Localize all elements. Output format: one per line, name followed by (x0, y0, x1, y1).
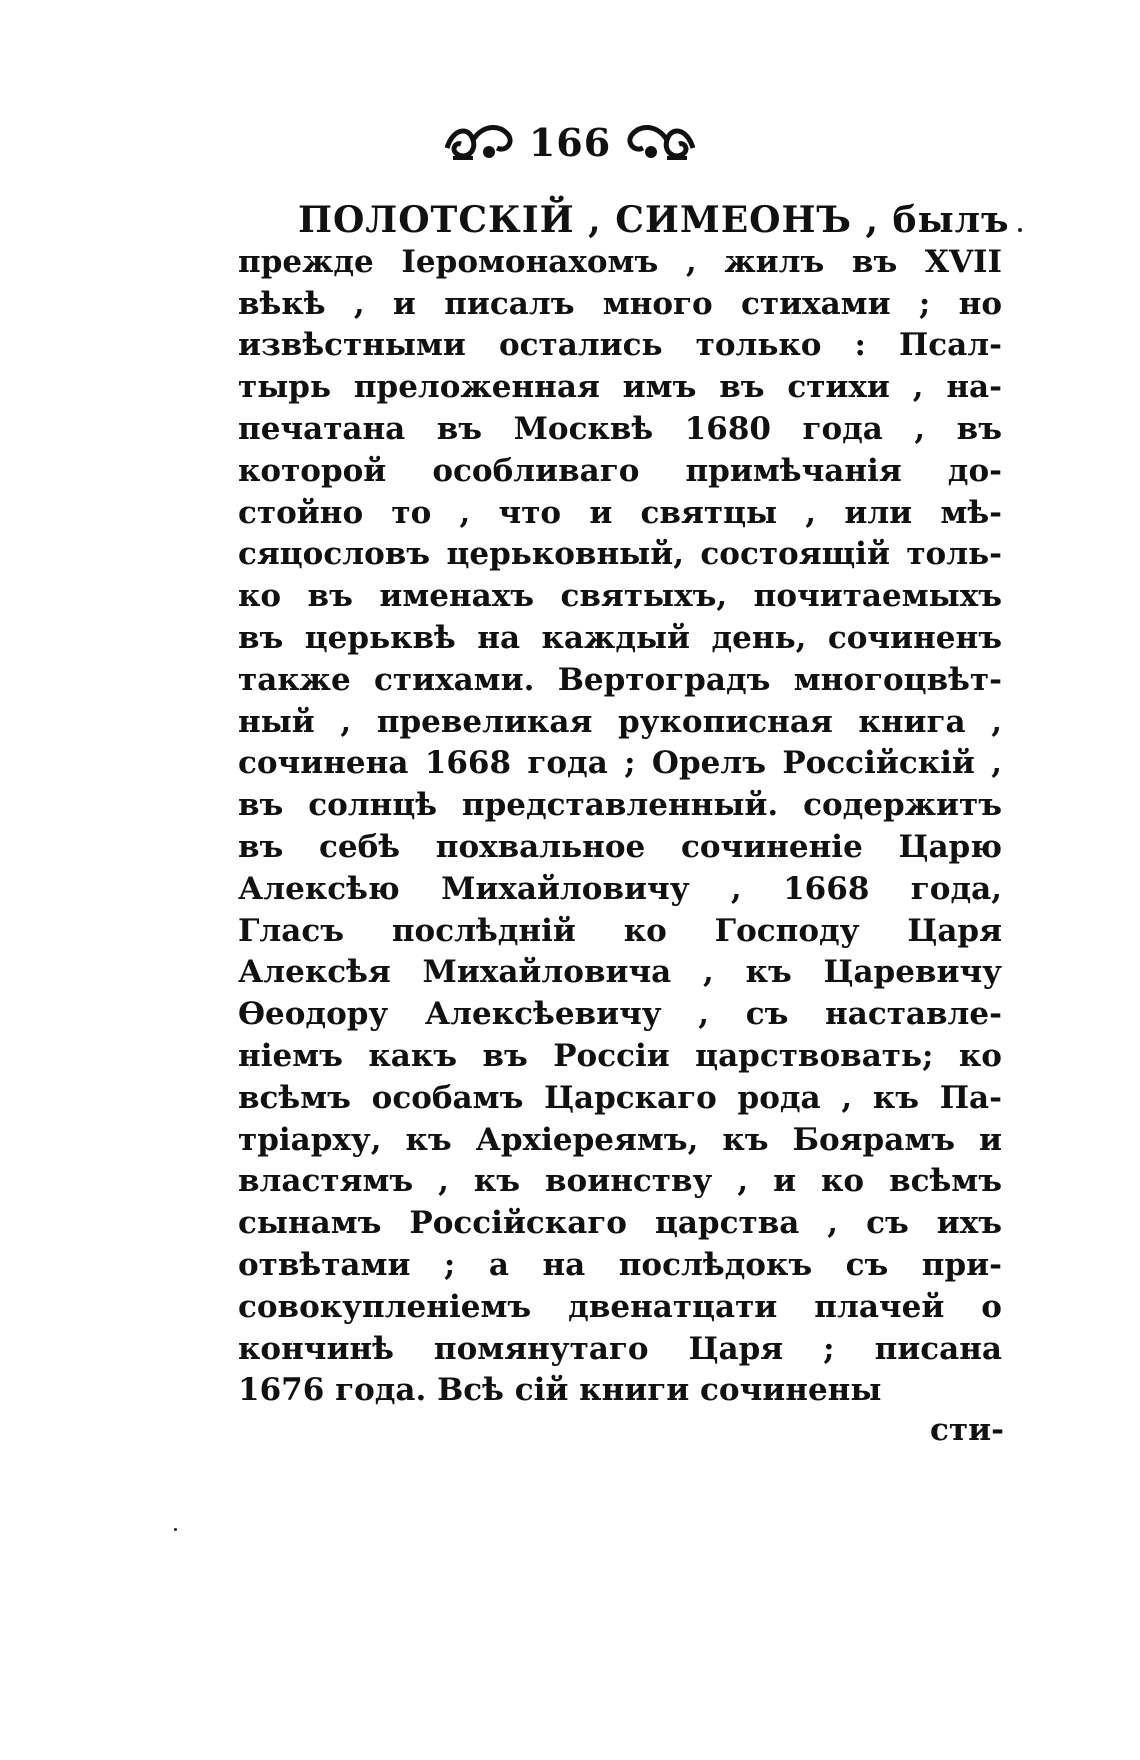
text-line-2: прежде Іеромонахомъ , жилъ въ XVII (238, 243, 1002, 280)
text-line-26: отвѣтами ; а на послѣдокъ съ при- (238, 1246, 1002, 1283)
text-line-4: извѣстными остались только : Псал- (238, 327, 1002, 364)
floral-ornament-icon (625, 118, 697, 166)
text-line-17: Алексѣю Михайловичу , 1668 года, (238, 870, 1002, 907)
text-line-12: также стихами. Вертоградъ многоцвѣт- (238, 661, 1002, 698)
text-line-1: ПОЛОТСКІЙ , СИМЕОНЪ , былъ (298, 199, 1010, 241)
body-text (238, 199, 1010, 1412)
text-line-20: Ѳеодору Алексѣевичу , съ наставле- (238, 996, 1002, 1033)
ink-speck (1018, 228, 1022, 232)
text-line-22: всѣмъ особамъ Царскаго рода , къ Па- (238, 1079, 1002, 1116)
text-line-18: Гласъ послѣдній ко Господу Царя (238, 912, 1002, 949)
text-line-9: сяцословъ церьковный, состоящій толь- (238, 536, 1002, 573)
text-line-5: тырь преложенная имъ въ стихи , на- (238, 369, 1002, 406)
ink-speck (174, 1528, 177, 1531)
text-line-7: которой особливаго примѣчанія до- (238, 452, 1002, 489)
text-line-10: ко въ именахъ святыхъ, почитаемыхъ (238, 578, 1002, 615)
text-line-8: стойно то , что и святцы , или мѣ- (238, 494, 1002, 531)
text-line-16: въ себѣ похвальное сочиненіе Царю (238, 828, 1002, 865)
page-number: 166 (528, 119, 612, 165)
text-line-23: тріарху, къ Архіереямъ, къ Боярамъ и (238, 1121, 1002, 1158)
catchword: сти- (930, 1412, 1004, 1448)
text-line-24: властямъ , къ воинству , и ко всѣмъ (238, 1163, 1002, 1200)
text-line-3: вѣкѣ , и писалъ много стихами ; но (238, 285, 1002, 322)
text-line-28: кончинѣ помянутаго Царя ; писана (238, 1330, 1002, 1367)
text-line-19: Алексѣя Михайловича , къ Царевичу (238, 954, 1002, 991)
text-line-11: въ церьквѣ на каждый день, сочиненъ (238, 619, 1002, 656)
floral-ornament-icon (443, 118, 515, 166)
text-line-27: совокупленіемъ двенатцати плачей о (238, 1288, 1002, 1325)
text-line-14: сочинена 1668 года ; Орелъ Россійскій , (238, 745, 1002, 782)
page-header (0, 112, 1140, 172)
text-line-13: ный , превеликая рукописная книга , (238, 703, 1002, 740)
text-line-6: печатана въ Москвѣ 1680 года , въ (238, 410, 1002, 447)
text-line-29: 1676 года. Всѣ сій книги сочинены (238, 1372, 882, 1409)
text-line-21: ніемъ какъ въ Россіи царствовать; ко (238, 1037, 1002, 1074)
text-line-15: въ солнцѣ представленный. содержитъ (238, 787, 1002, 824)
text-line-25: сынамъ Россійскаго царства , съ ихъ (238, 1205, 1002, 1242)
